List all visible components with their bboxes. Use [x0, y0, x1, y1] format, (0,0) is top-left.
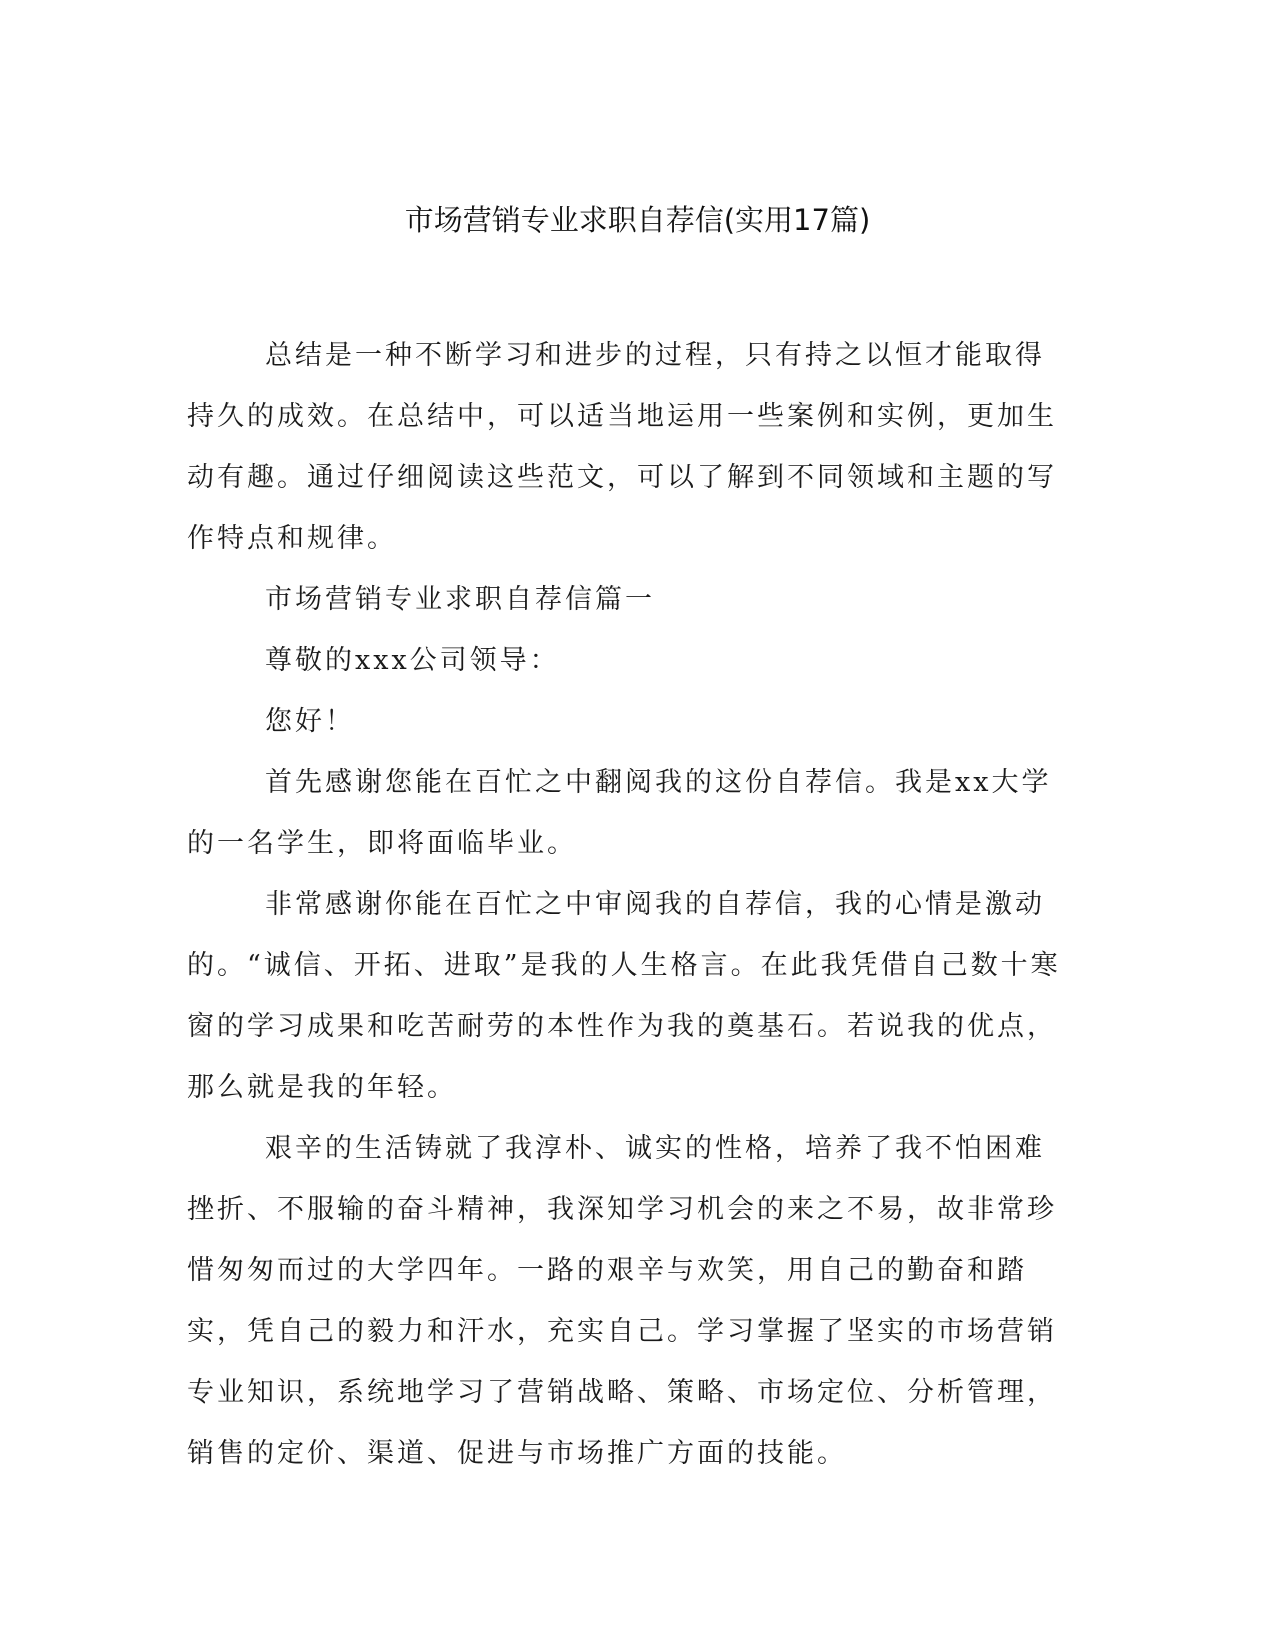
body-paragraph: 艰辛的生活铸就了我淳朴、诚实的性格，培养了我不怕困难挫折、不服输的奋斗精神，我深知学习机会的来之不易，故非常珍惜匆匆而过的大学四年。一路的艰辛与欢笑，用自己的勤奋和踏实，凭自己的毅力和汗水，充实自己。学习掌握了坚实的市场营销专业知识，系统地学习了营销战略、策略、市场定位、分析管理，销售的定价、渠道、促进与市场推广方面的技能。: [187, 1133, 1057, 1469]
intro-paragraph: 总结是一种不断学习和进步的过程，只有持之以恒才能取得持久的成效。在总结中，可以适当地运用一些案例和实例，更加生动有趣。通过仔细阅读这些范文，可以了解到不同领域和主题的写作特点和规律。: [187, 340, 1057, 554]
salutation: 尊敬的xxx公司领导：: [265, 645, 560, 676]
greeting: 您好！: [265, 706, 355, 737]
document-body: [187, 325, 1067, 1484]
section-heading: 市场营销专业求职自荐信篇一: [265, 584, 655, 615]
body-paragraph: 非常感谢你能在百忙之中审阅我的自荐信，我的心情是激动的。“诚信、开拓、进取”是我的人生格言。在此我凭借自己数十寒窗的学习成果和吃苦耐劳的本性作为我的奠基石。若说我的优点，那么就是我的年轻。: [187, 889, 1061, 1103]
document-title: 市场营销专业求职自荐信(实用17篇): [404, 203, 871, 237]
body-paragraph: 首先感谢您能在百忙之中翻阅我的这份自荐信。我是xx大学的一名学生，即将面临毕业。: [187, 767, 1052, 859]
